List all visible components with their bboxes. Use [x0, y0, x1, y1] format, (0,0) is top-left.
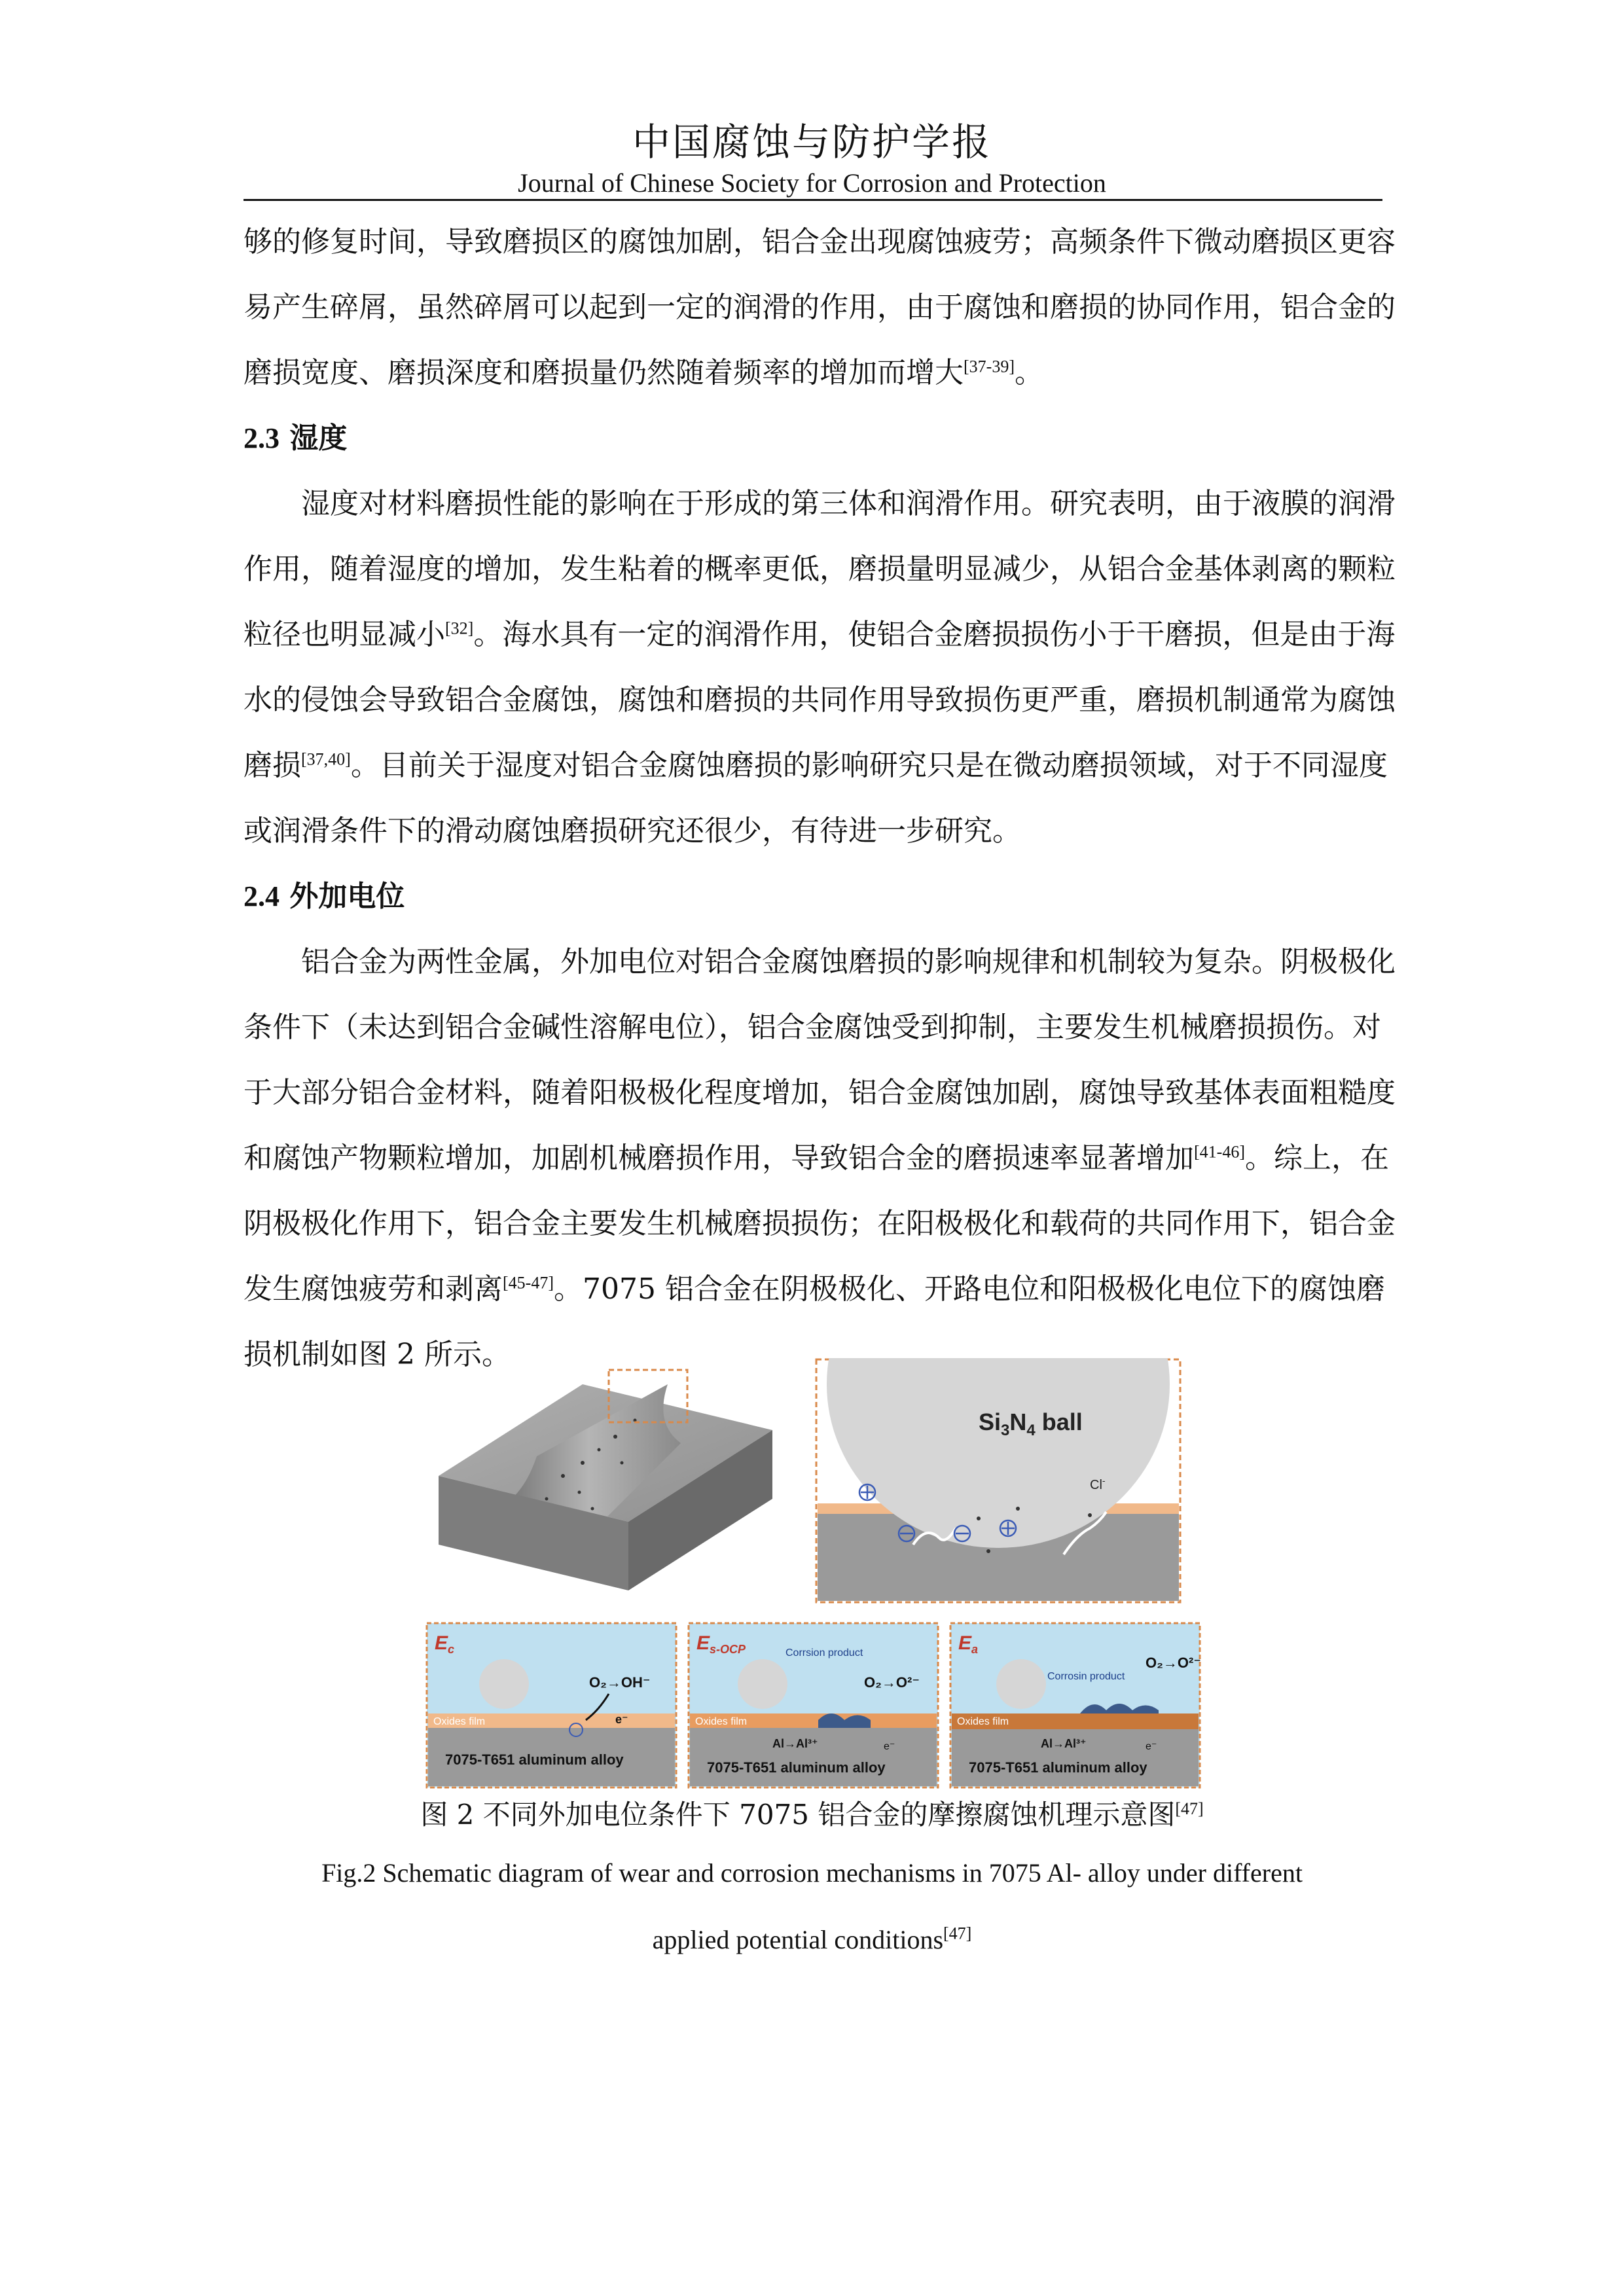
- figure-caption-en-line2: applied potential conditions[47]: [652, 1924, 972, 1954]
- svg-text:Oxides film: Oxides film: [695, 1716, 748, 1727]
- svg-text:e⁻: e⁻: [615, 1713, 628, 1726]
- citation: [32]: [445, 619, 474, 638]
- svg-text:Corrsion product: Corrsion product: [785, 1647, 863, 1659]
- svg-text:Al→Al³⁺: Al→Al³⁺: [772, 1737, 818, 1750]
- svg-text:Ec: $E_c$: [435, 1632, 455, 1656]
- svg-text:O₂→O²⁻: O₂→O²⁻: [1146, 1655, 1201, 1671]
- svg-text:7075-T651 aluminum alloy: 7075-T651 aluminum alloy: [969, 1759, 1147, 1776]
- svg-text:Oxides film: Oxides film: [957, 1716, 1009, 1727]
- citation: [41-46]: [1194, 1142, 1245, 1162]
- figure-wear-track-3d: [419, 1358, 785, 1604]
- svg-text:Es-OCP: $E_{s-OCP}$: [696, 1632, 746, 1656]
- figure-panel-cathodic: [425, 1622, 677, 1789]
- svg-text:Al→Al³⁺: Al→Al³⁺: [1041, 1737, 1087, 1750]
- figure-caption-en-line1: Fig.2 Schematic diagram of wear and corrosion mechanisms in 7075 Al- alloy under different: [321, 1858, 1303, 1888]
- citation: [37-39]: [964, 357, 1015, 376]
- section-heading-2-4: 2.4 外加电位: [244, 880, 405, 913]
- text-line: 易产生碎屑，虽然碎屑可以起到一定的润滑的作用，由于腐蚀和磨损的协同作用，铝合金的: [244, 291, 1396, 324]
- figure-panel-anodic: [949, 1622, 1201, 1789]
- svg-text:Corrosin product: Corrosin product: [1047, 1671, 1125, 1682]
- figure-panel-ocp: [687, 1622, 939, 1789]
- paragraph-2: 湿度对材料磨损性能的影响在于形成的第三体和润滑作用。研究表明，由于液膜的润滑 作用，随着湿度的增加，发生粘着的概率更低，磨损量明显减少，从铝合金基体剥离的颗粒 粒径也明显减小[32]。海水具有一定的润滑作用，使铝合金磨损损伤小于干磨损，但是由于海 水的侵蚀会导致铝合金腐蚀，腐蚀和磨损的共同作用导致损伤更严重，磨损机制通常为腐蚀 磨损[37,40]。目前关于湿度对铝合金腐蚀磨损的影响研究只是在微动磨损领域，对于不同湿度 或润滑条件下的滑动腐蚀磨损研究还很少，有待进一步研究。: [244, 487, 1396, 848]
- svg-text:Oxides film: Oxides film: [433, 1716, 486, 1727]
- journal-title-en: Journal of Chinese Society for Corrosion and Protection: [518, 168, 1106, 198]
- section-heading-2-3: 2.3 湿度: [244, 422, 348, 455]
- paragraph-3: 铝合金为两性金属，外加电位对铝合金腐蚀磨损的影响规律和机制较为复杂。阴极极化 条件下（未达到铝合金碱性溶解电位），铝合金腐蚀受到抑制，主要发生机械磨损损伤。对 于大部分铝合金材料，随着阳极极化程度增加，铝合金腐蚀加剧，腐蚀导致基体表面粗糙度 和腐蚀产物颗粒增加，加剧机械磨损作用，导致铝合金的磨损速率显著增加[41-46]。综上，在 阴极极化作用下，铝合金主要发生机械磨损损伤；在阳极极化和载荷的共同作用下，铝合金 发生腐蚀疲劳和剥离[45-47]。7075 铝合金在阴极极化、开路电位和阳极极化电位下的腐蚀磨 损机制如图 2 所示。: [244, 945, 1396, 1371]
- ball-label: $Si_3N_4$ ball: [979, 1408, 1083, 1439]
- citation: [45-47]: [503, 1273, 554, 1293]
- text-line: 磨损宽度、磨损深度和磨损量仍然随着频率的增加而增大: [244, 356, 964, 389]
- citation: [37,40]: [301, 749, 351, 769]
- svg-text:e⁻: e⁻: [1146, 1741, 1157, 1752]
- header-rule: [244, 199, 1382, 201]
- svg-text:Ea: $E_a$: [958, 1632, 979, 1656]
- paragraph-1: 够的修复时间，导致磨损区的腐蚀加剧，铝合金出现腐蚀疲劳；高频条件下微动磨损区更容 易产生碎屑，虽然碎屑可以起到一定的润滑的作用，由于腐蚀和磨损的协同作用，铝合金的 磨损宽度、磨损深度和磨损量仍然随着频率的增加而增大[37-39]。: [244, 209, 1382, 406]
- journal-title-cn: 中国腐蚀与防护学报: [632, 120, 992, 164]
- svg-text:O₂→O²⁻: O₂→O²⁻: [864, 1674, 920, 1691]
- figure-ball-contact-zoom: [815, 1358, 1182, 1604]
- svg-text:7075-T651 aluminum alloy: 7075-T651 aluminum alloy: [707, 1759, 886, 1776]
- svg-text:O₂→OH⁻: O₂→OH⁻: [589, 1674, 651, 1691]
- svg-text:e⁻: e⁻: [884, 1741, 895, 1752]
- figure-caption-cn: 图 2 不同外加电位条件下 7075 铝合金的摩擦腐蚀机理示意图[47]: [420, 1799, 1204, 1831]
- svg-text:7075-T651 aluminum alloy: 7075-T651 aluminum alloy: [445, 1751, 624, 1768]
- text-line: 够的修复时间，导致磨损区的腐蚀加剧，铝合金出现腐蚀疲劳；高频条件下微动磨损区更容: [244, 225, 1396, 259]
- chloride-label: Cl-: [1090, 1475, 1106, 1492]
